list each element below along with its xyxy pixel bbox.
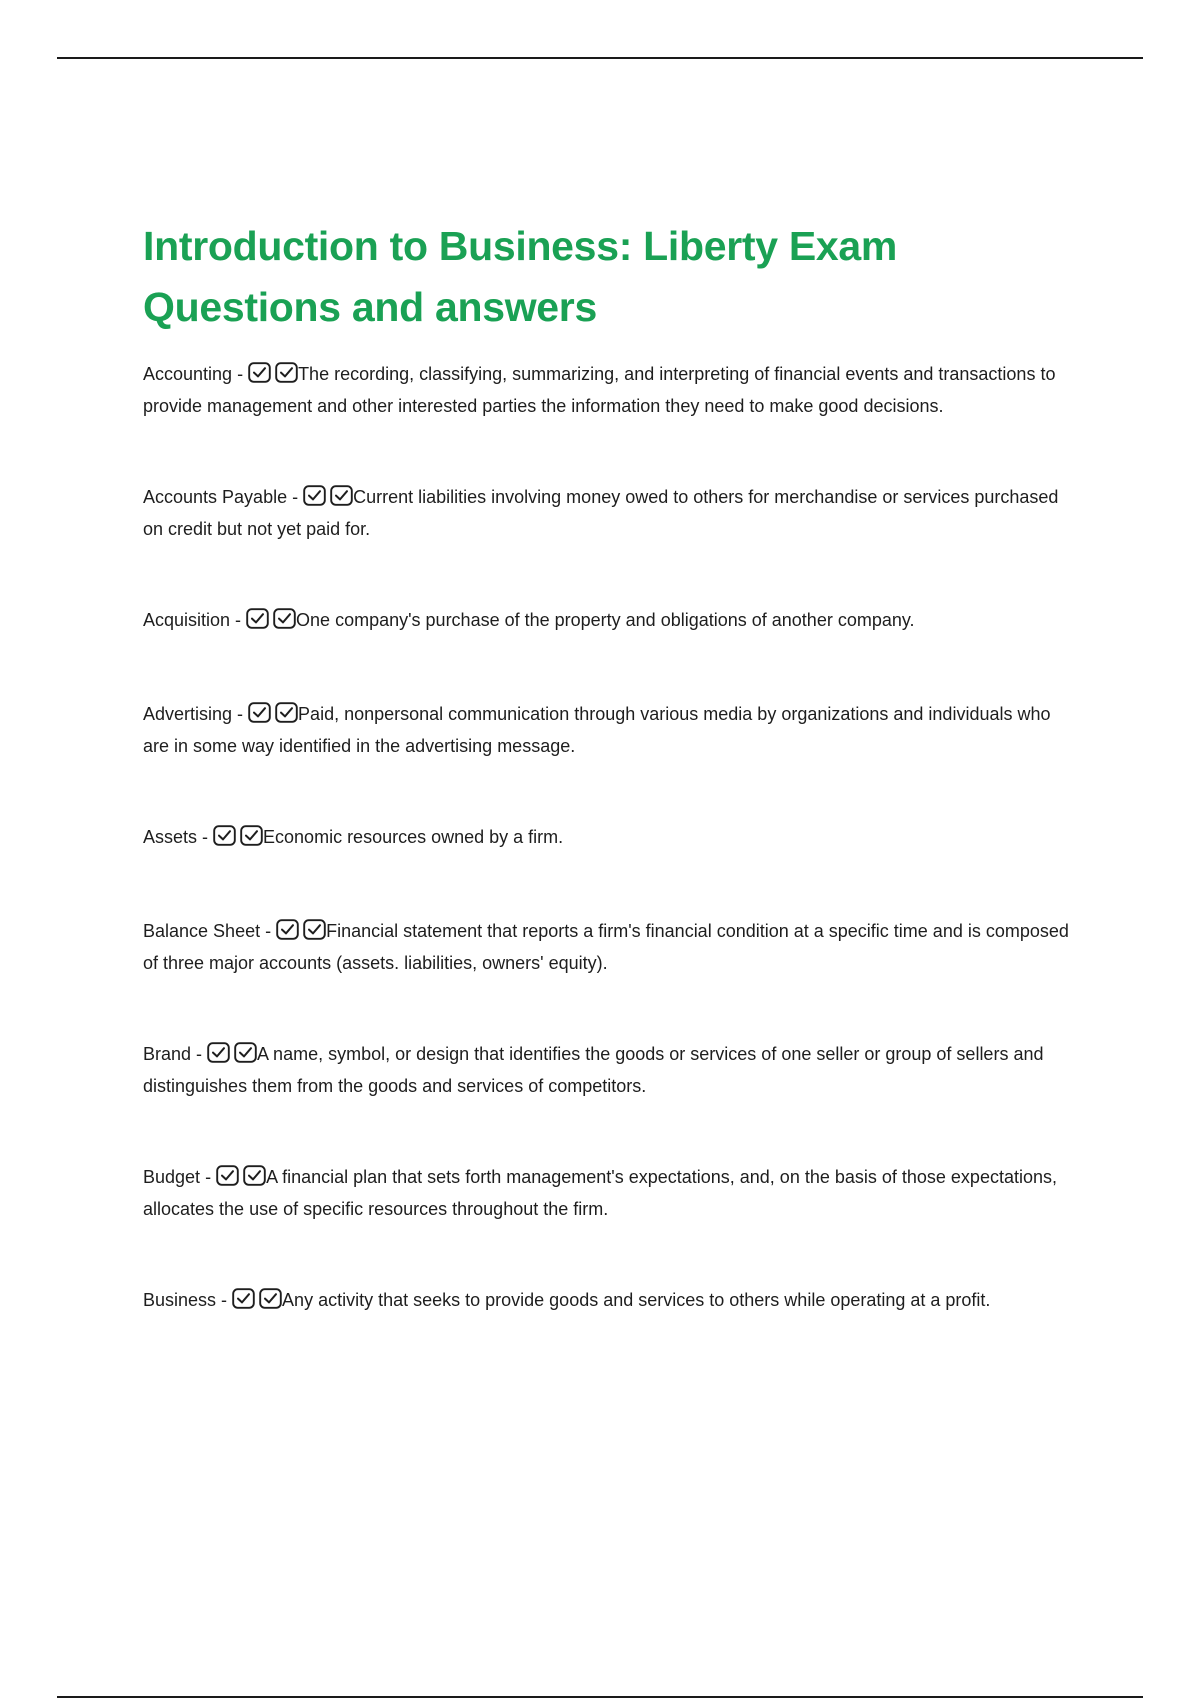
entry-definition: Financial statement that reports a firm's financial condition at a specific time and is composed of three major accounts (assets. liabilities, owners' equity). [143,921,1069,973]
entry-term: Acquisition [143,610,231,630]
bottom-divider [57,1696,1143,1698]
entry-separator: - [230,610,247,630]
checkbox-checked-icon [234,1042,257,1063]
answer-marks [248,362,298,392]
glossary-entry [143,917,1073,978]
entry-definition: Any activity that seeks to provide goods and services to others while operating at a profit. [282,1290,991,1310]
entry-separator: - [232,704,249,724]
entry-separator: - [216,1290,233,1310]
checkbox-checked-icon [243,1165,266,1186]
title-line-1: Introduction to Business: Liberty Exam [143,223,898,269]
checkbox-checked-icon [246,608,269,629]
glossary-entry [143,1286,1073,1318]
checkbox-checked-icon [259,1288,282,1309]
checkbox-checked-icon [303,919,326,940]
entry-separator: - [260,921,277,941]
checkbox-checked-icon [207,1042,230,1063]
entry-definition: Paid, nonpersonal communication through various media by organizations and individuals who are in some way identified in the advertising message. [143,704,1051,756]
glossary-list [143,360,1073,1318]
entry-separator: - [197,827,214,847]
entry-term: Balance Sheet [143,921,261,941]
entry-separator: - [200,1167,217,1187]
checkbox-checked-icon [248,702,271,723]
checkbox-checked-icon [232,1288,255,1309]
top-divider [57,57,1143,59]
entry-term: Brand [143,1044,192,1064]
entry-separator: - [232,364,249,384]
entry-definition: The recording, classifying, summarizing, and interpreting of financial events and transactions to provide management and other interested parties the information they need to make good decisions. [143,364,1056,416]
entry-separator: - [191,1044,208,1064]
glossary-entry [143,823,1073,855]
answer-marks [213,825,263,855]
page-title [143,216,1073,338]
glossary-entry [143,483,1073,544]
answer-marks [303,485,353,515]
entry-term: Budget [143,1167,201,1187]
checkbox-checked-icon [213,825,236,846]
answer-marks [216,1165,266,1195]
entry-separator: - [287,487,304,507]
title-line-2: Questions and answers [143,284,597,330]
entry-definition: A financial plan that sets forth management's expectations, and, on the basis of those expectations, allocates the use of specific resources throughout the firm. [143,1167,1057,1219]
answer-marks [276,919,326,949]
glossary-entry [143,360,1073,421]
checkbox-checked-icon [273,608,296,629]
checkbox-checked-icon [240,825,263,846]
glossary-entry [143,1163,1073,1224]
checkbox-checked-icon [275,702,298,723]
entry-definition: Current liabilities involving money owed to others for merchandise or services purchased on credit but not yet paid for. [143,487,1059,539]
answer-marks [246,608,296,638]
glossary-entry [143,700,1073,761]
glossary-entry [143,606,1073,638]
entry-term: Accounting [143,364,233,384]
answer-marks [207,1042,257,1072]
entry-term: Business [143,1290,217,1310]
entry-definition: A name, symbol, or design that identifies the goods or services of one seller or group of sellers and distinguishes them from the goods and services of competitors. [143,1044,1044,1096]
entry-definition: One company's purchase of the property and obligations of another company. [296,610,915,630]
answer-marks [248,702,298,732]
entry-term: Assets [143,827,198,847]
checkbox-checked-icon [330,485,353,506]
glossary-entry [143,1040,1073,1101]
checkbox-checked-icon [216,1165,239,1186]
checkbox-checked-icon [275,362,298,383]
answer-marks [232,1288,282,1318]
checkbox-checked-icon [303,485,326,506]
entry-term: Accounts Payable [143,487,288,507]
checkbox-checked-icon [276,919,299,940]
document-page [143,216,1073,1380]
entry-term: Advertising [143,704,233,724]
checkbox-checked-icon [248,362,271,383]
entry-definition: Economic resources owned by a firm. [263,827,564,847]
